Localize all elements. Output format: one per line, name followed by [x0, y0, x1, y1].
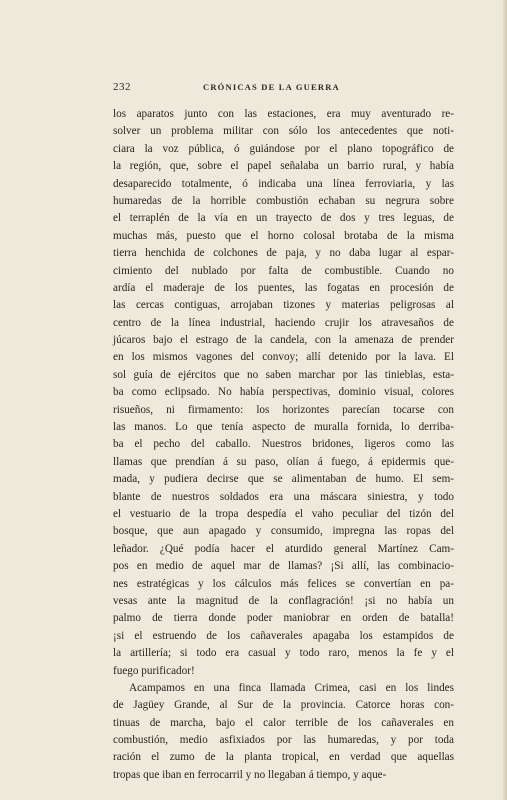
text-line: pos en medio de aquel mar de llamas? ¡Si allí, las combinacio- — [113, 560, 454, 573]
text-line: júcaros bajo el estrago de la candela, con la amenaza de prender — [113, 334, 454, 347]
text-line: ba el pecho del caballo. Nuestros bridones, ligeros como las — [113, 438, 454, 451]
text-line: sol guía de ejércitos que no saben marchar por las tinieblas, esta- — [113, 368, 454, 381]
text-line: la artillería; si todo era casual y todo raro, menos la fe y el — [113, 647, 454, 660]
paragraph — [113, 680, 454, 784]
text-line: blante de nuestros soldados era una máscara siniestra, y todo — [113, 490, 454, 503]
text-line: ciara la voz pública, ó guiándose por el plano topográfico de — [113, 142, 454, 155]
text-line: tinuas de marcha, bajo el calor terrible de los cañaverales en — [113, 716, 454, 729]
text-line: las cercas contiguas, arrojaban tizones y materias peligrosas al — [113, 299, 454, 312]
page-number: 232 — [113, 81, 131, 93]
text-line: fuego purificador! — [113, 664, 195, 677]
text-line: ¡si el estruendo de los cañaverales apagaba los estampidos de — [113, 629, 454, 642]
text-line: muchas más, puesto que el horno colosal brotaba de la misma — [113, 229, 454, 242]
text-line: tierra henchida de colchones de paja, y no daba lugar al espar- — [113, 247, 454, 260]
text-line: llamas que prendían á su paso, olían á fuego, á epidermis que- — [113, 455, 454, 468]
text-line: cimiento del nublado por falta de combustible. Cuando no — [113, 264, 454, 277]
text-line: ardía el maderaje de los puentes, las fogatas en procesión de — [113, 281, 454, 294]
text-line: leñador. ¿Qué podía hacer el aturdido general Martínez Cam- — [113, 542, 454, 555]
running-title: CRÓNICAS DE LA GUERRA — [203, 82, 340, 92]
page-header — [113, 81, 454, 95]
text-line: ración el zumo de la planta tropical, en verdad que aquellas — [113, 751, 454, 764]
text-line: combustión, medio asfixiados por las humaredas, y por toda — [113, 734, 454, 747]
text-line: los aparatos junto con las estaciones, era muy aventurado re- — [113, 108, 454, 120]
text-line: centro de la línea industrial, haciendo crujir los atravesaños de — [113, 316, 454, 329]
text-line: nes estratégicas y los cálculos más felices se convertían en pa- — [113, 577, 454, 590]
text-line: humaredas de la horrible combustión echaban su negrura sobre — [113, 194, 454, 207]
text-line: en los mismos vagones del convoy; allí detenido por la lava. El — [113, 351, 454, 364]
text-line: Acampamos en una finca llamada Crimea, casi en los lindes — [129, 681, 454, 694]
paragraph — [113, 106, 454, 680]
text-line: palmo de tierra donde poder maniobrar en orden de batalla! — [113, 612, 454, 625]
text-line: el terraplén de la vía en un trayecto de dos y tres leguas, de — [113, 212, 454, 225]
text-line: solver un problema militar con sólo los antecedentes que noti- — [113, 125, 454, 138]
text-line: risueños, ni firmamento: los horizontes parecían tocarse con — [113, 403, 454, 416]
text-line: desaparecido totalmente, ó indicaba una línea ferroviaria, y las — [113, 177, 454, 190]
text-line: las manos. Lo que tenía aspecto de muralla fornida, lo derriba- — [113, 421, 454, 434]
text-line: tropas que iban en ferrocarril y no llegaban á tiempo, y aque- — [113, 768, 387, 781]
text-line: de Jagüey Grande, al Sur de la provincia. Catorce horas con- — [113, 699, 454, 712]
text-line: vesas ante la magnitud de la conflagración! ¡si no había un — [113, 594, 454, 607]
text-line: ba como eclipsado. No había perspectivas, dominio visual, colores — [113, 386, 454, 399]
page-edge-shadow — [503, 0, 507, 800]
body-text — [113, 106, 454, 784]
text-line: el vestuario de la tropa despedía el vaho peculiar del tizón del — [113, 507, 454, 520]
text-line: mada, y pudiera decirse que se alimentaban de humo. El sem- — [113, 473, 454, 486]
text-line: bosque, que aun apagado y consumido, impregna las ropas del — [113, 525, 454, 538]
text-line: la región, que, sobre el papel señalaba un barrio rural, y había — [113, 160, 454, 173]
